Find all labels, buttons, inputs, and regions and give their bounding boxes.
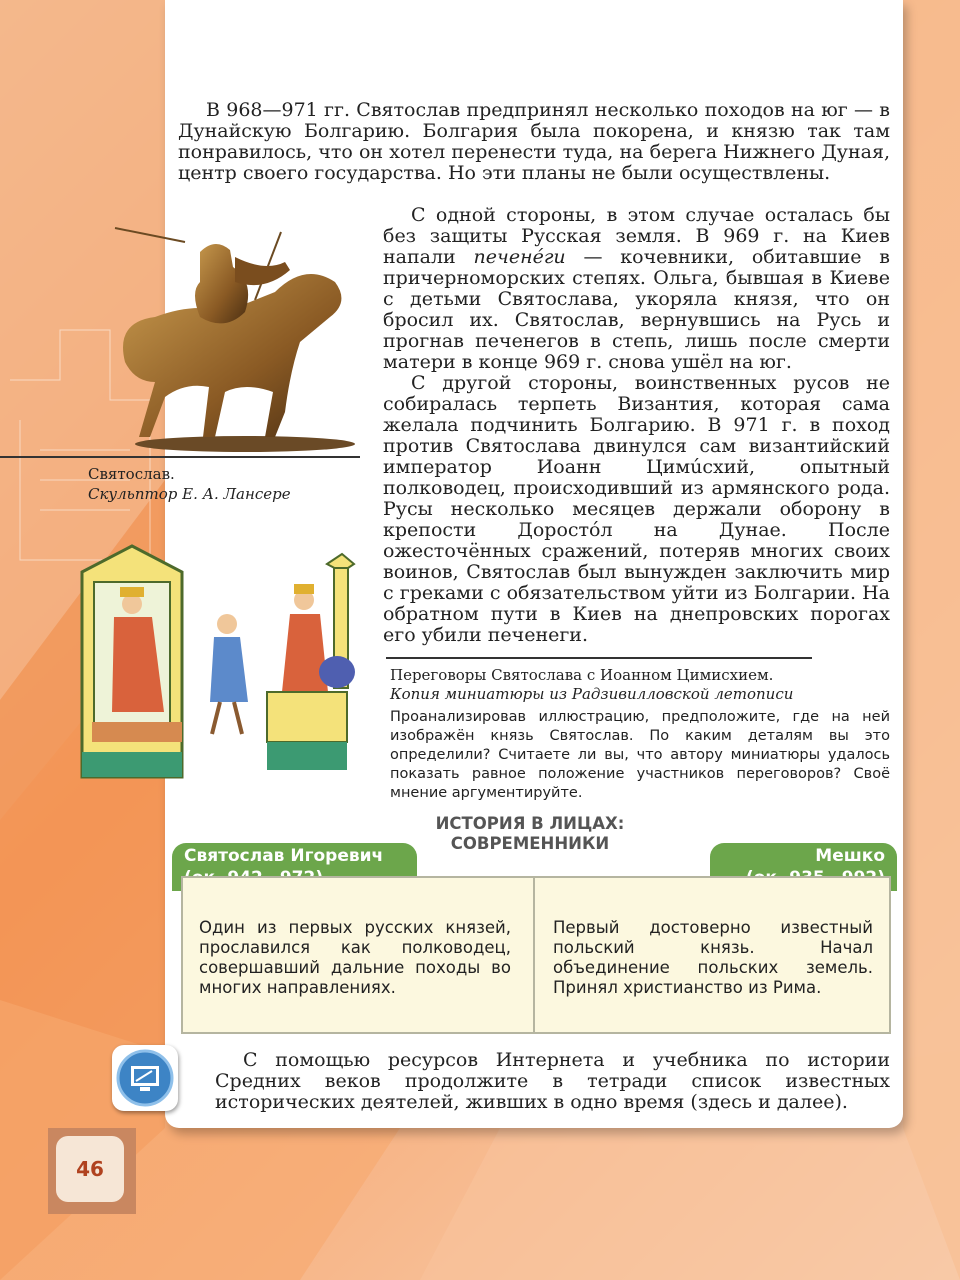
page-number-box (48, 1128, 136, 1214)
contemporaries-cards (181, 876, 891, 1034)
card-mieszko-description: Первый достоверно известный польский князь. Начал объединение польских земель. Принял христианство из Рима. (553, 918, 873, 997)
statue-caption-rule (0, 456, 360, 458)
internet-resources-icon (112, 1045, 178, 1111)
illustration-task: Проанализировав иллюстрацию, предположите, где на ней изображён князь Святослав. По каким деталям вы это определили? Считаете ли вы, что автору миниатюры удалось показать равное положение участников переговоров? Своё мнение аргументируйте. (390, 709, 890, 801)
miniature-caption: Переговоры Святослава с Иоанном Цимисхием. Копия миниатюры из Радзивилловской летописи (390, 666, 794, 703)
card-svyatoslav-description: Один из первых русских князей, прославился как полководец, совершавший дальние походы во многих направлениях. (199, 918, 511, 997)
miniature-caption-rule (386, 657, 812, 659)
term-pechenegs: печенéги (473, 246, 566, 268)
card-divider (533, 878, 535, 1032)
internet-task-paragraph: С помощью ресурсов Интернета и учебника по истории Средних веков продолжите в тетради список известных исторических деятелей, живших в одно время (здесь и далее). (215, 1049, 890, 1113)
statue-caption: Святослав. Скульптор Е. А. Лансере (88, 465, 291, 503)
person-name: Святослав Игоревич (184, 846, 384, 866)
page-number: 46 (56, 1136, 124, 1202)
svyatoslav-statue-illustration (105, 222, 355, 454)
paragraph-byzantium: С другой стороны, воинственных русов не собиралась терпеть Византия, которая сама желала подчинить Болгарию. В 971 г. в поход против Святослава двинулся сам византийский император Иоанн Цимúсхий, опытный полководец, происходивший из армянского рода. Русы несколько месяцев держали оборону в крепости Доростóл на Дунае. После ожесточённых сражений, потеряв многих своих воинов, Святослав был вынужден заключить мир с греками с обязательством уйти из Болгарии. На обратном пути в Киев на днепровских порогах его убили печенеги. (383, 372, 890, 646)
paragraph-pechenegs: С одной стороны, в этом случае осталась бы без защиты Русская земля. В 969 г. на Киев напали печенéги — кочевники, обитавшие в причерноморских степях. Ольга, бывшая в Киеве с детьми Святослава, укоряла князя, что он бросил их. Святослав, вернувшись на Русь и прогнав печенегов в степь, лишь после смерти матери в конце 969 г. снова ушёл на юг. (383, 204, 890, 373)
person-name: Мешко (815, 846, 885, 866)
section-title-history-faces: ИСТОРИЯ В ЛИЦАХ: СОВРЕМЕННИКИ (435, 814, 625, 853)
main-text-column (383, 205, 890, 646)
intro-paragraph: В 968—971 гг. Святослав предпринял несколько походов на юг — в Дунайскую Болгарию. Болгария была покорена, и князю так там понравилось, что он хотел перенести туда, на берега Нижнего Дуная, центр своего государства. Но эти планы не были осуществлены. (178, 99, 890, 184)
radzivill-miniature-illustration (72, 542, 362, 782)
